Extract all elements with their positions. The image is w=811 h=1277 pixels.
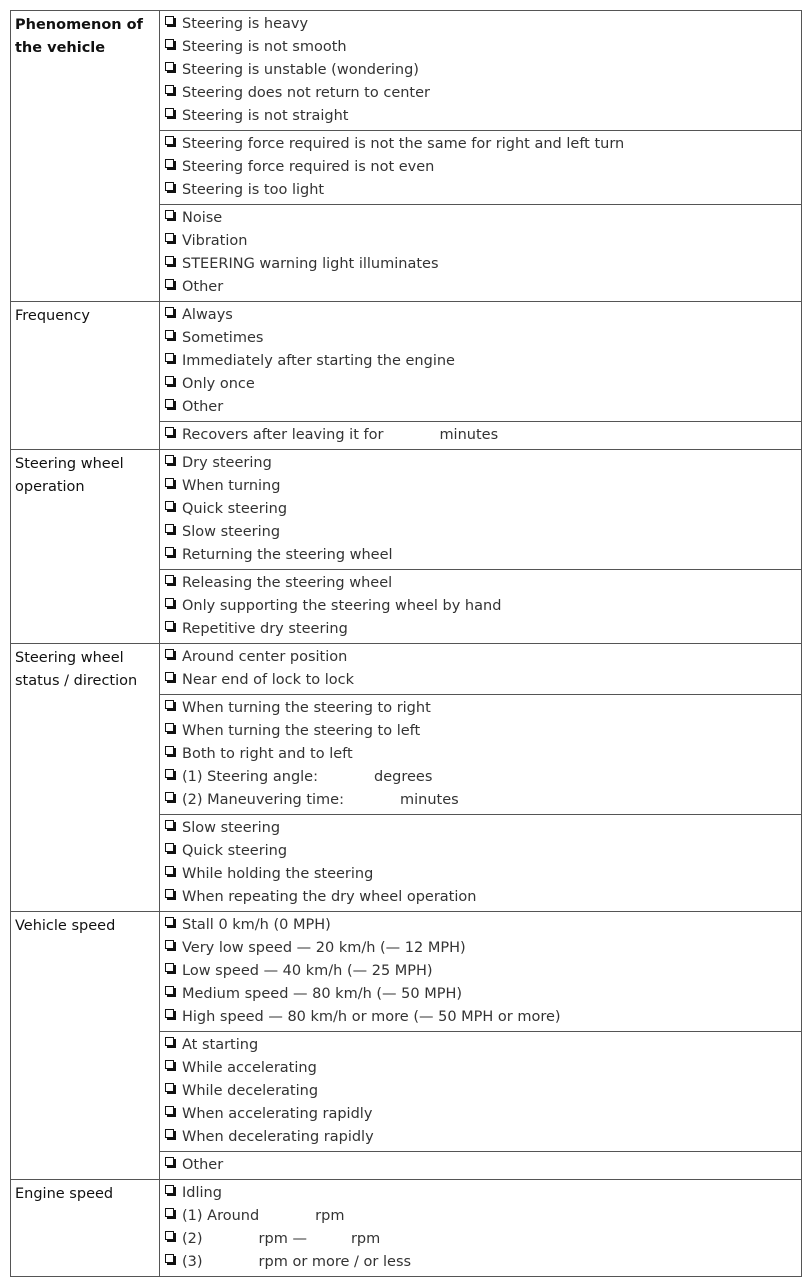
option-label: Around center position (182, 648, 348, 665)
option-label: Dry steering (182, 454, 272, 471)
checklist-row (11, 302, 802, 422)
checkbox-icon[interactable] (165, 307, 174, 316)
checkbox-icon[interactable] (165, 182, 174, 191)
checkbox-option[interactable] (164, 1227, 801, 1250)
option-label: Steering is heavy (182, 15, 309, 32)
checkbox-option[interactable] (164, 451, 801, 474)
option-group (160, 11, 802, 131)
checkbox-icon[interactable] (165, 1037, 174, 1046)
checkbox-icon[interactable] (165, 353, 174, 362)
option-label: Steering is unstable (wondering) (182, 61, 419, 78)
option-label: Other (182, 1156, 224, 1173)
option-label: Other (182, 398, 224, 415)
checkbox-icon[interactable] (165, 210, 174, 219)
checkbox-option[interactable] (164, 395, 801, 418)
checklist-row (11, 11, 802, 131)
checkbox-option[interactable] (164, 885, 801, 908)
checkbox-icon[interactable] (165, 649, 174, 658)
checkbox-icon[interactable] (165, 889, 174, 898)
checkbox-icon[interactable] (165, 792, 174, 801)
checkbox-icon[interactable] (165, 1231, 174, 1240)
option-label: High speed — 80 km/h or more (— 50 MPH or more) (182, 1008, 561, 1025)
checkbox-icon[interactable] (165, 672, 174, 681)
checkbox-icon[interactable] (165, 1106, 174, 1115)
checkbox-icon[interactable] (165, 478, 174, 487)
option-label: Vibration (182, 232, 248, 249)
checkbox-icon[interactable] (165, 279, 174, 288)
option-label: Only once (182, 375, 255, 392)
checkbox-option[interactable] (164, 252, 801, 275)
checkbox-icon[interactable] (165, 16, 174, 25)
option-group (160, 815, 802, 912)
option-label: When accelerating rapidly (182, 1105, 373, 1122)
checkbox-icon[interactable] (165, 427, 174, 436)
option-group (160, 1032, 802, 1152)
checklist-row (11, 450, 802, 570)
checkbox-icon[interactable] (165, 843, 174, 852)
checkbox-option[interactable] (164, 423, 801, 446)
checkbox-icon[interactable] (165, 700, 174, 709)
checkbox-icon[interactable] (165, 746, 174, 755)
row-label: Engine speed (11, 1180, 160, 1277)
row-label: Vehicle speed (11, 912, 160, 1180)
checkbox-option[interactable] (164, 132, 801, 155)
option-label: While holding the steering (182, 865, 374, 882)
checkbox-icon[interactable] (165, 233, 174, 242)
checkbox-option[interactable] (164, 1181, 801, 1204)
checkbox-icon[interactable] (165, 399, 174, 408)
checkbox-icon[interactable] (165, 108, 174, 117)
checkbox-option[interactable] (164, 668, 801, 691)
checkbox-option[interactable] (164, 229, 801, 252)
option-label: (1) Around rpm (182, 1207, 345, 1224)
checkbox-option[interactable] (164, 719, 801, 742)
option-group (160, 695, 802, 815)
checkbox-option[interactable] (164, 35, 801, 58)
checkbox-option[interactable] (164, 104, 801, 127)
checkbox-icon[interactable] (165, 455, 174, 464)
checkbox-icon[interactable] (165, 1060, 174, 1069)
checkbox-option[interactable] (164, 303, 801, 326)
checkbox-option[interactable] (164, 12, 801, 35)
option-label: Near end of lock to lock (182, 671, 355, 688)
option-group (160, 302, 802, 422)
checkbox-icon[interactable] (165, 940, 174, 949)
option-label: Quick steering (182, 842, 288, 859)
option-label: (1) Steering angle: degrees (182, 768, 433, 785)
option-group (160, 644, 802, 695)
option-label: Only supporting the steering wheel by hand (182, 597, 502, 614)
checkbox-option[interactable] (164, 1056, 801, 1079)
checkbox-icon[interactable] (165, 723, 174, 732)
checkbox-icon[interactable] (165, 820, 174, 829)
checkbox-icon[interactable] (165, 501, 174, 510)
checkbox-icon[interactable] (165, 85, 174, 94)
row-label: Steering wheel status / direction (11, 644, 160, 912)
option-label: Medium speed — 80 km/h (— 50 MPH) (182, 985, 463, 1002)
checkbox-icon[interactable] (165, 1009, 174, 1018)
checkbox-option[interactable] (164, 571, 801, 594)
checkbox-icon[interactable] (165, 917, 174, 926)
checkbox-option[interactable] (164, 543, 801, 566)
option-label: Steering is not smooth (182, 38, 347, 55)
checkbox-icon[interactable] (165, 1208, 174, 1217)
checkbox-option[interactable] (164, 178, 801, 201)
checkbox-icon[interactable] (165, 1185, 174, 1194)
option-label: Immediately after starting the engine (182, 352, 455, 369)
option-label: (2) rpm — rpm (182, 1230, 381, 1247)
checkbox-icon[interactable] (165, 621, 174, 630)
checklist-row (11, 912, 802, 1032)
option-label: Quick steering (182, 500, 288, 517)
checkbox-icon[interactable] (165, 963, 174, 972)
option-group (160, 450, 802, 570)
checkbox-option[interactable] (164, 1102, 801, 1125)
checkbox-option[interactable] (164, 594, 801, 617)
option-label: When turning the steering to right (182, 699, 431, 716)
checkbox-icon[interactable] (165, 524, 174, 533)
checkbox-icon[interactable] (165, 575, 174, 584)
symptom-checklist-table (10, 10, 802, 1277)
checkbox-option[interactable] (164, 326, 801, 349)
option-group (160, 912, 802, 1032)
checkbox-option[interactable] (164, 155, 801, 178)
option-label: At starting (182, 1036, 259, 1053)
checkbox-icon[interactable] (165, 1083, 174, 1092)
checkbox-option[interactable] (164, 862, 801, 885)
checkbox-option[interactable] (164, 1033, 801, 1056)
option-group (160, 422, 802, 450)
checkbox-option[interactable] (164, 1153, 801, 1176)
option-label: Slow steering (182, 523, 281, 540)
checkbox-icon[interactable] (165, 1157, 174, 1166)
option-group (160, 570, 802, 644)
option-label: STEERING warning light illuminates (182, 255, 439, 272)
checklist-row (11, 1180, 802, 1277)
option-label: Other (182, 278, 224, 295)
option-label: When repeating the dry wheel operation (182, 888, 477, 905)
option-label: Steering is not straight (182, 107, 349, 124)
checkbox-option[interactable] (164, 372, 801, 395)
checkbox-option[interactable] (164, 497, 801, 520)
checkbox-option[interactable] (164, 617, 801, 640)
option-group (160, 1180, 802, 1277)
option-label: Low speed — 40 km/h (— 25 MPH) (182, 962, 433, 979)
checkbox-icon[interactable] (165, 1129, 174, 1138)
checkbox-option[interactable] (164, 839, 801, 862)
checkbox-option[interactable] (164, 520, 801, 543)
option-label: (3) rpm or more / or less (182, 1253, 412, 1270)
checkbox-option[interactable] (164, 982, 801, 1005)
checkbox-option[interactable] (164, 959, 801, 982)
option-label: Steering is too light (182, 181, 325, 198)
option-label: Recovers after leaving it for minutes (182, 426, 499, 443)
checkbox-option[interactable] (164, 1079, 801, 1102)
option-label: Repetitive dry steering (182, 620, 348, 637)
checkbox-icon[interactable] (165, 769, 174, 778)
option-label: Noise (182, 209, 223, 226)
checkbox-option[interactable] (164, 474, 801, 497)
checkbox-option[interactable] (164, 742, 801, 765)
option-label: Returning the steering wheel (182, 546, 393, 563)
checkbox-icon[interactable] (165, 62, 174, 71)
checkbox-option[interactable] (164, 275, 801, 298)
option-label: Stall 0 km/h (0 MPH) (182, 916, 331, 933)
option-label: While accelerating (182, 1059, 317, 1076)
checkbox-icon[interactable] (165, 39, 174, 48)
checklist-row (11, 644, 802, 695)
checkbox-option[interactable] (164, 349, 801, 372)
option-group (160, 131, 802, 205)
checkbox-icon[interactable] (165, 256, 174, 265)
checkbox-option[interactable] (164, 1005, 801, 1028)
option-label: Steering does not return to center (182, 84, 431, 101)
checkbox-option[interactable] (164, 206, 801, 229)
checkbox-option[interactable] (164, 816, 801, 839)
checkbox-option[interactable] (164, 936, 801, 959)
option-label: Sometimes (182, 329, 264, 346)
checkbox-icon[interactable] (165, 159, 174, 168)
checkbox-option[interactable] (164, 1250, 801, 1273)
checkbox-icon[interactable] (165, 1254, 174, 1263)
option-label: When decelerating rapidly (182, 1128, 374, 1145)
checkbox-option[interactable] (164, 1204, 801, 1227)
option-label: Always (182, 306, 233, 323)
option-label: (2) Maneuvering time: minutes (182, 791, 459, 808)
checkbox-icon[interactable] (165, 136, 174, 145)
checkbox-option[interactable] (164, 58, 801, 81)
option-label: Very low speed — 20 km/h (— 12 MPH) (182, 939, 466, 956)
option-group (160, 1152, 802, 1180)
option-label: When turning (182, 477, 281, 494)
checkbox-option[interactable] (164, 788, 801, 811)
option-label: When turning the steering to left (182, 722, 421, 739)
row-label: Phenomenon of the vehicle (11, 11, 160, 302)
option-label: Both to right and to left (182, 745, 353, 762)
checkbox-option[interactable] (164, 696, 801, 719)
checkbox-option[interactable] (164, 765, 801, 788)
option-label: Steering force required is not the same for right and left turn (182, 135, 625, 152)
option-label: While decelerating (182, 1082, 319, 1099)
row-label: Steering wheel operation (11, 450, 160, 644)
checkbox-option[interactable] (164, 1125, 801, 1148)
option-label: Slow steering (182, 819, 281, 836)
checkbox-icon[interactable] (165, 866, 174, 875)
option-label: Steering force required is not even (182, 158, 435, 175)
checkbox-icon[interactable] (165, 330, 174, 339)
checkbox-option[interactable] (164, 81, 801, 104)
checkbox-option[interactable] (164, 645, 801, 668)
checkbox-icon[interactable] (165, 376, 174, 385)
checkbox-icon[interactable] (165, 986, 174, 995)
option-label: Idling (182, 1184, 222, 1201)
option-label: Releasing the steering wheel (182, 574, 393, 591)
checkbox-option[interactable] (164, 913, 801, 936)
option-group (160, 205, 802, 302)
checkbox-icon[interactable] (165, 547, 174, 556)
row-label: Frequency (11, 302, 160, 450)
checkbox-icon[interactable] (165, 598, 174, 607)
